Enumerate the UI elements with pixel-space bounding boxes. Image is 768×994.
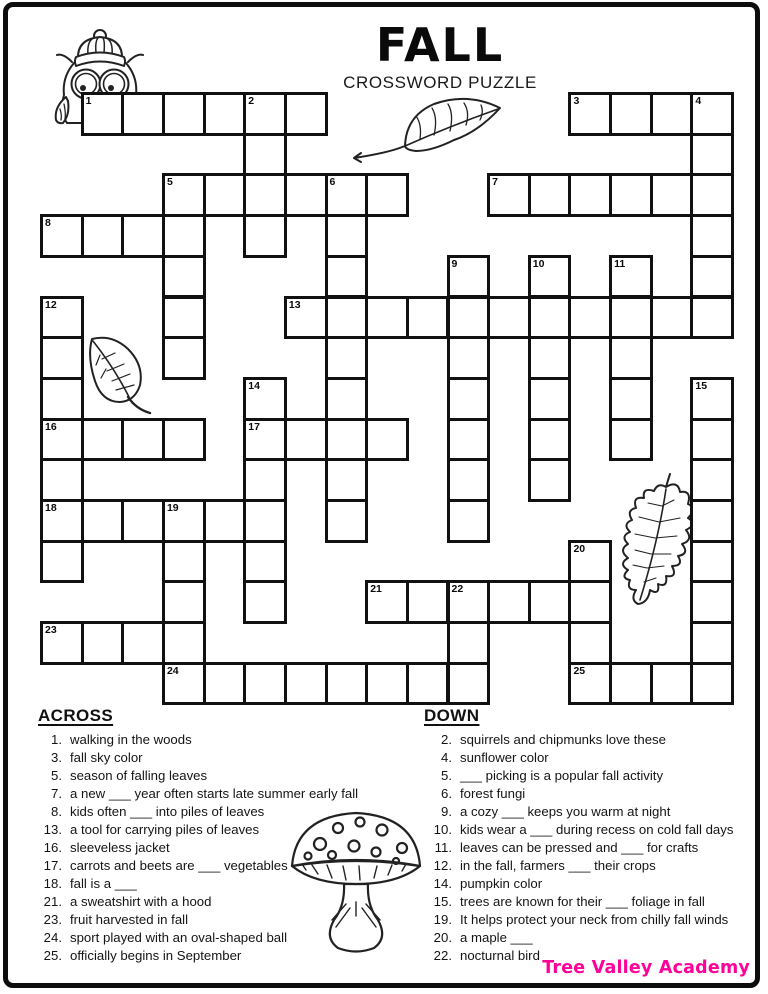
clue-item [424,803,764,821]
grid-cell [284,92,328,136]
clue-item [424,911,764,929]
grid-cell [447,418,491,462]
grid-cell [162,418,206,462]
clue-text: officially begins in September [70,948,242,963]
grid-cell [406,662,450,706]
cell-number: 6 [329,176,336,189]
grid-cell [284,418,328,462]
grid-cell [690,377,734,421]
grid-cell [203,173,247,217]
clue-item [424,893,764,911]
grid-cell [162,621,206,665]
clue-text: in the fall, farmers ___ their crops [460,858,656,873]
clue-number: 21. [43,894,62,909]
grid-cell [447,499,491,543]
grid-cell [447,336,491,380]
clue-number: 15. [433,894,452,909]
grid-cell [365,580,409,624]
grid-cell [690,662,734,706]
clue-item [424,857,764,875]
grid-cell [325,662,369,706]
cell-number: 4 [695,95,702,107]
grid-cell [325,458,369,502]
clue-item [38,821,416,839]
grid-cell [284,296,328,340]
grid-cell [447,458,491,502]
clue-number: 11. [434,840,452,855]
grid-cell [243,133,287,177]
grid-cell [121,621,165,665]
grid-cell [528,336,572,380]
grid-cell [609,336,653,380]
clue-item [424,929,764,947]
clue-item [424,875,764,893]
grid-cell [365,418,409,462]
grid-cell [121,92,165,136]
clue-text: sport played with an oval-shaped ball [70,930,287,945]
grid-cell [568,662,612,706]
clue-text: season of falling leaves [70,768,208,783]
grid-cell [609,173,653,217]
grid-cell [325,173,369,217]
clue-item [38,911,416,929]
grid-cell [162,662,206,706]
grid-cell [609,377,653,421]
clue-item [38,785,416,803]
clue-text: forest fungi [460,786,526,801]
grid-cell [568,296,612,340]
grid-cell [528,458,572,502]
cell-number: 17 [248,420,260,433]
cell-number: 3 [573,95,580,107]
grid-cell [203,662,247,706]
grid-cell [162,255,206,299]
grid-cell [650,173,694,217]
grid-cell [528,296,572,340]
grid-cell [568,540,612,584]
cell-number: 2 [248,95,255,107]
clue-text: leaves can be pressed and ___ for crafts [460,840,699,855]
grid-cell [203,499,247,543]
clue-item [424,731,764,749]
clue-text: fall sky color [70,750,143,765]
cell-number: 24 [166,664,179,677]
grid-cell [243,418,287,462]
grid-cell [406,580,450,624]
clue-text: ___ picking is a popular fall activity [460,768,664,783]
clue-item [38,929,416,947]
grid-cell [650,92,694,136]
grid-cell [528,377,572,421]
cell-number: 7 [492,176,498,189]
header [320,18,560,93]
clue-text: kids often ___ into piles of leaves [70,804,265,819]
clue-text: kids wear a ___ during recess on cold fall days [460,822,734,837]
grid-cell [162,499,206,543]
clue-item [38,875,416,893]
grid-cell [284,662,328,706]
grid-cell [690,499,734,543]
clue-text: a tool for carrying piles of leaves [70,822,260,837]
grid-cell [690,458,734,502]
clue-number: 1. [51,732,62,747]
grid-cell [81,92,125,136]
clue-text: nocturnal bird [460,948,540,963]
grid-cell [487,580,531,624]
grid-cell [81,621,125,665]
grid-cell [40,458,84,502]
clue-text: squirrels and chipmunks love these [460,732,666,747]
clue-item [38,947,416,965]
clue-text: fruit harvested in fall [70,912,189,927]
clue-text: It helps protect your neck from chilly fall winds [460,912,729,927]
grid-cell [528,580,572,624]
grid-cell [447,621,491,665]
cell-number: 22 [451,583,464,596]
clue-number: 25. [43,948,62,963]
grid-cell [162,580,206,624]
clue-number: 5. [441,768,452,783]
grid-cell [487,173,531,217]
cell-number: 13 [288,298,301,311]
grid-cell [40,499,84,543]
clue-text: carrots and beets are ___ vegetables [70,858,288,873]
clue-text: trees are known for their ___ foliage in fall [460,894,705,909]
grid-cell [162,296,206,340]
grid-cell [650,662,694,706]
grid-cell [568,621,612,665]
clue-item [424,821,764,839]
clue-item [38,803,416,821]
clue-text: sleeveless jacket [70,840,170,855]
grid-cell [81,499,125,543]
grid-cell [528,255,572,299]
cell-number: 18 [45,502,57,514]
cell-number: 23 [45,624,57,637]
clue-number: 20. [433,930,452,945]
clue-number: 10. [433,822,452,837]
grid-cell [690,214,734,258]
grid-cell [365,173,409,217]
grid-cell [690,255,734,299]
grid-cell [365,296,409,340]
grid-cell [40,540,84,584]
cell-number: 11 [614,257,626,270]
grid-cell [325,377,369,421]
clue-number: 18. [43,876,62,891]
grid-cell [447,296,491,340]
grid-cell [447,255,491,299]
clue-item [38,749,416,767]
cell-number: 9 [451,257,458,270]
grid-cell [162,214,206,258]
brand-logo-text: Tree Valley Academy [542,958,750,978]
clue-item [424,749,764,767]
grid-cell [203,92,247,136]
clue-number: 7. [51,786,62,801]
grid-cell [40,336,84,380]
clue-number: 4. [441,750,452,765]
grid-cell [690,133,734,177]
clue-number: 8. [51,804,62,819]
clue-text: fall is a ___ [70,876,137,891]
grid-cell [40,621,84,665]
clue-text: a cozy ___ keeps you warm at night [460,804,671,819]
grid-cell [609,92,653,136]
cell-number: 19 [166,502,179,514]
grid-cell [243,377,287,421]
cell-number: 12 [45,298,57,311]
clue-number: 24. [43,930,62,945]
cell-number: 10 [532,257,545,270]
down-clue-list [424,731,764,965]
cell-number: 5 [166,176,173,189]
across-clues-section [38,706,416,965]
grid-cell [81,418,125,462]
clue-text: sunflower color [460,750,549,765]
across-heading: ACROSS [38,706,114,725]
down-clues-section [424,706,764,965]
cell-number: 16 [45,420,57,433]
clue-number: 19. [433,912,452,927]
grid-cell [528,173,572,217]
clue-number: 17. [43,858,62,873]
cell-number: 1 [85,95,92,107]
grid-cell [609,255,653,299]
across-clue-list [38,731,416,965]
grid-cell [40,418,84,462]
crossword-grid [40,92,735,706]
clue-number: 3. [51,750,62,765]
cell-number: 21 [370,583,382,596]
grid-cell [487,296,531,340]
clue-text: a maple ___ [460,930,533,945]
clue-item [38,731,416,749]
clue-text: a new ___ year often starts late summer early fall [70,786,359,801]
page-subtitle: CROSSWORD PUZZLE [343,73,537,92]
clue-item [424,767,764,785]
grid-cell [568,173,612,217]
down-heading: DOWN [424,706,480,725]
grid-cell [609,662,653,706]
clue-number: 5. [51,768,62,783]
clue-number: 23. [43,912,62,927]
grid-cell [81,214,125,258]
page-title: FALL [375,18,505,72]
clue-item [38,839,416,857]
grid-cell [243,499,287,543]
grid-cell [325,255,369,299]
clue-item [38,893,416,911]
clue-text: a sweatshirt with a hood [70,894,212,909]
grid-cell [243,662,287,706]
grid-cell [447,662,491,706]
grid-cell [243,458,287,502]
clue-text: walking in the woods [70,732,192,747]
grid-cell [243,540,287,584]
clue-text: pumpkin color [460,876,543,891]
clue-number: 9. [441,804,452,819]
grid-cell [406,296,450,340]
clue-number: 2. [441,732,452,747]
grid-cell [690,621,734,665]
grid-cell [243,173,287,217]
grid-cell [690,92,734,136]
clue-item [38,857,416,875]
grid-cell [447,580,491,624]
grid-cell [447,377,491,421]
grid-cell [690,296,734,340]
grid-cell [365,662,409,706]
grid-cell [40,296,84,340]
grid-cell [690,540,734,584]
grid-cell [243,214,287,258]
clue-number: 13. [43,822,62,837]
clue-number: 22. [433,948,452,963]
grid-cell [650,296,694,340]
grid-cell [325,336,369,380]
clue-number: 12. [433,858,452,873]
grid-cell [162,540,206,584]
grid-cell [690,173,734,217]
clue-number: 14. [433,876,452,891]
cell-number: 20 [573,542,586,555]
grid-cell [40,377,84,421]
grid-cell [325,418,369,462]
grid-cell [325,214,369,258]
grid-cell [121,214,165,258]
clue-item [424,839,764,857]
grid-cell [690,418,734,462]
cell-number: 25 [573,664,586,677]
grid-cell [568,92,612,136]
grid-cell [162,92,206,136]
cell-number: 14 [248,379,260,392]
clue-number: 6. [441,786,452,801]
grid-cell [121,418,165,462]
grid-cell [162,336,206,380]
grid-cell [690,580,734,624]
grid-cell [243,580,287,624]
grid-cell [243,92,287,136]
clue-number: 16. [43,840,62,855]
cell-number: 15 [695,379,708,392]
grid-cell [528,418,572,462]
grid-cell [609,296,653,340]
cell-number: 8 [45,217,51,230]
grid-cell [284,173,328,217]
grid-cell [325,499,369,543]
grid-cell [609,418,653,462]
grid-cell [40,214,84,258]
clue-item [38,767,416,785]
grid-cell [121,499,165,543]
grid-cell [568,580,612,624]
clue-item [424,785,764,803]
grid-cell [325,296,369,340]
grid-cell [162,173,206,217]
